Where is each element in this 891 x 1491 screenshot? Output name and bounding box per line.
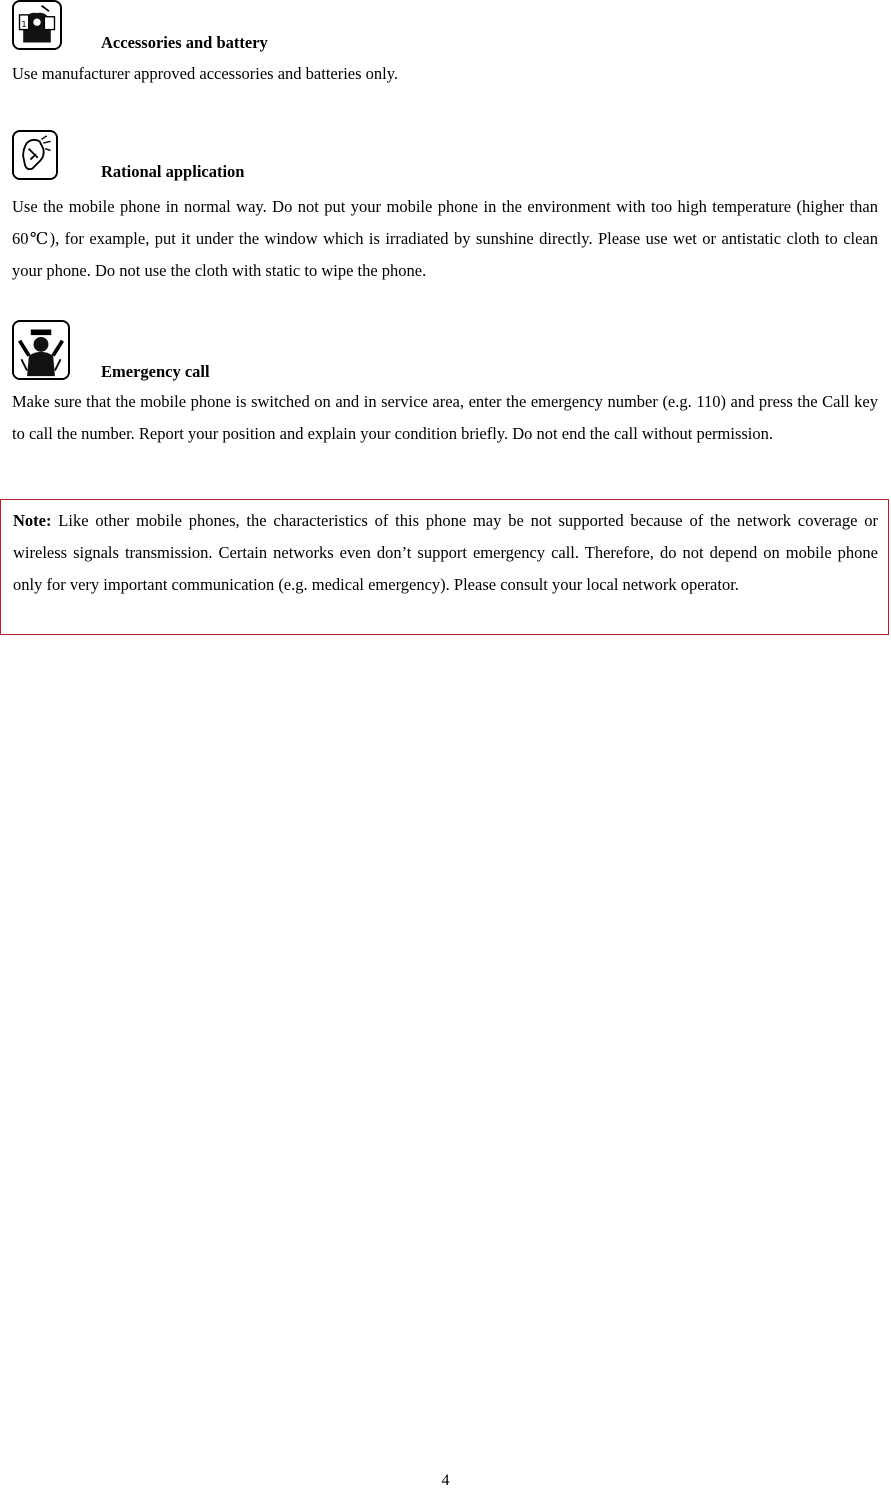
accessories-battery-icon xyxy=(12,0,62,50)
section-heading: Accessories and battery xyxy=(101,33,268,52)
note-paragraph xyxy=(13,505,878,601)
section-heading: Rational application xyxy=(101,162,245,181)
section-text: Use manufacturer approved accessories and batteries only. xyxy=(12,64,399,83)
page-number: 4 xyxy=(441,1472,450,1489)
note-text: Like other mobile phones, the characteristics of this phone may be not supported because of the network coverage or wireless signals transmission. Certain networks even don’t support emergency call. Therefore, do not depend on mobile phone only for very important communication (e.g. medical emergency). Please consult your local network operator. xyxy=(13,511,878,594)
note-box xyxy=(0,499,889,635)
section-text: Make sure that the mobile phone is switched on and in service area, enter the emergency number (e.g. 110) and press the Call key to call the number. Report your position and explain your condition briefly. Do not end the call without permission. xyxy=(12,392,878,443)
svg-text:1: 1 xyxy=(21,18,27,29)
section-text: Use the mobile phone in normal way. Do not put your mobile phone in the environment with too high temperature (higher than 60℃), for example, put it under the window which is irradiated by sunshine directly. Please use wet or antistatic cloth to clean your phone. Do not use the cloth with static to wipe the phone. xyxy=(12,197,878,280)
section-heading: Emergency call xyxy=(101,362,210,381)
note-label: Note: xyxy=(13,511,52,530)
emergency-call-icon xyxy=(12,320,70,380)
rational-application-icon xyxy=(12,130,58,180)
